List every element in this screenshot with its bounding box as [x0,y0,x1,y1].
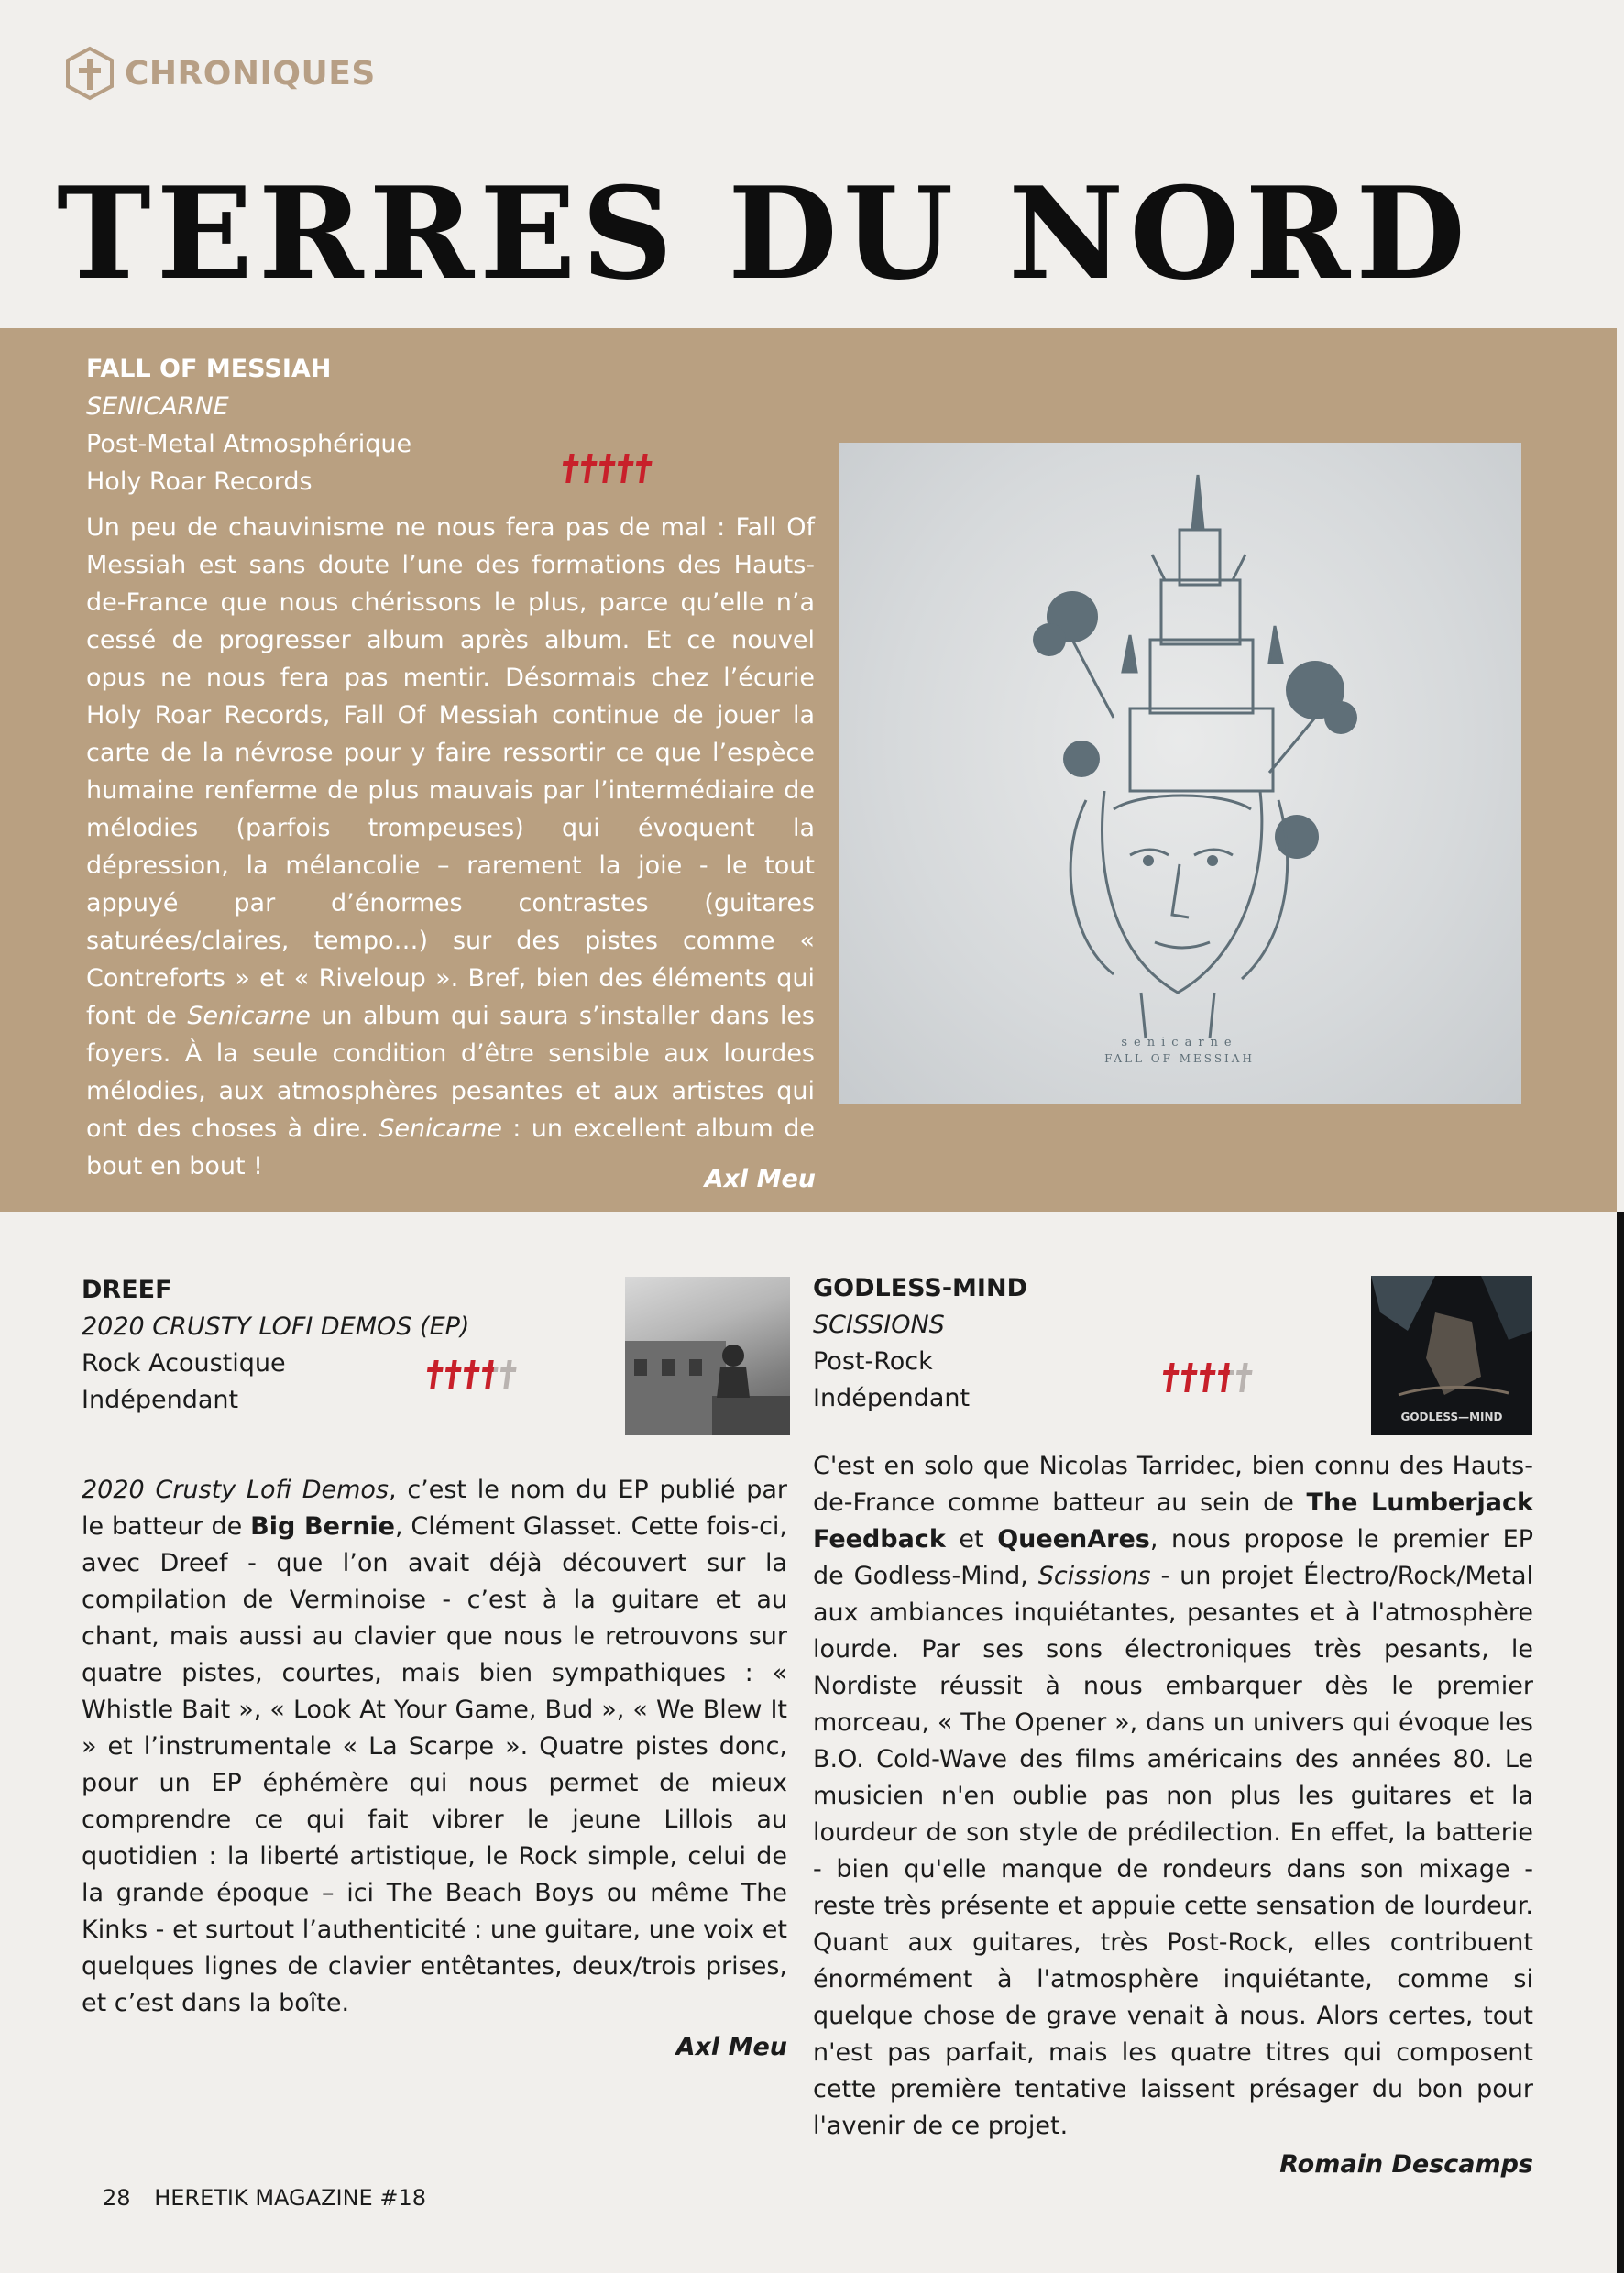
page-footer [103,2185,426,2211]
album-mention: Senicarne [379,1115,502,1143]
review-genre: Post-Rock [813,1347,933,1376]
cross-icon [1179,1363,1198,1392]
cross-icon [1161,1363,1180,1392]
cross-icon [443,1360,462,1389]
cross-icon [578,454,598,483]
cover-artwork [1371,1276,1532,1435]
review-signature: Romain Descamps [1279,2150,1533,2179]
magazine-name: HERETIK MAGAZINE #18 [154,2185,426,2211]
review-label: Holy Roar Records [86,467,313,496]
album-cover-dreef [625,1277,790,1435]
section-badge [62,46,376,101]
review-artist: GODLESS-MIND [813,1274,1027,1302]
cross-icon [498,1360,517,1389]
featured-review-meta [86,350,508,500]
review-artist: FALL OF MESSIAH [86,355,332,383]
rating-crosses [1161,1361,1253,1394]
review-signature: Axl Meu [675,2033,787,2061]
rating-graphic [561,452,653,485]
cover-illustration [839,443,1521,1104]
review-album: 2020 CRUSTY LOFI DEMOS (EP) [82,1312,470,1341]
page-title: TERRES DU NORD [57,159,1471,308]
cross-icon [633,454,653,483]
band-mention: The Lumberjack Feedback [813,1488,1533,1554]
cover-photo [625,1277,790,1435]
rating-graphic [1161,1361,1253,1394]
review-body [813,1448,1533,2183]
dreef-review-meta [82,1272,476,1419]
cover-band-text: FALL OF MESSIAH [1104,1052,1255,1065]
band-mention: QueenAres [997,1525,1150,1554]
cross-icon [479,1360,499,1389]
body-text: Un peu de chauvinisme ne nous fera pas de mal : Fall Of Messiah est sans doute l’une des formations des Hauts-de-France que nous chérissons le plus, parce qu’elle n’a cessé de progresser album après album. Et ce nouvel opus ne nous fera pas mentir. Désormais chez l’écurie Holy Roar Records, Fall Of Messiah continue de jouer la carte de la névrose pour y faire ressortir ce que l’espèce humaine renferme de plus mauvais par l’intermédiaire de mélodies (parfois trompeuses) qui évoquent la dépression, la mélancolie – rarement la joie - le tout appuyé par d’énormes contrastes (guitares saturées/claires, tempo…) sur des pistes comme « Contreforts » et « Riveloup ». Bref, bien des éléments qui font de [86,513,815,1030]
body-text: , Clément Glasset. Cette fois-ci, avec Dreef - que l’on avait déjà découvert sur la compilation de Verminoise - c’est à la guitare et au chant, mais aussi au clavier que nous le retrouvons sur quatre pistes, courtes, mais bien sympathiques : « Whistle Bait », « Look At Your Game, Bud », « We Blew It » et l’instrumentale « La Scarpe ». Quatre pistes donc, pour un EP éphémère qui nous permet de mieux comprendre ce qui fait vibrer le jeune Lillois au quotidien : la liberté artistique, le Rock simple, celui de la grande époque – ici The Beach Boys ou même The Kinks - et surtout l’authenticité : une guitare, une voix et quelques lignes de clavier entêtantes, deux/trois prises, et c’est dans la boîte. [82,1512,787,2017]
review-album: SCISSIONS [813,1311,945,1339]
review-label: Indépendant [813,1384,971,1412]
review-label: Indépendant [82,1386,239,1414]
body-text: - un projet Électro/Rock/Metal aux ambiances inquiétantes, pesantes et à l'atmosphère lourde. Par ses sons électroniques très pesants, le Nordiste réussit à nous embarquer dès le premier morceau, « The Opener », dans un univers qui évoque les B.O. Cold-Wave des films américains des années 80. Le musicien n'en oublie pas non plus les guitares et la lourdeur de son style de prédilection. En effet, la batterie - bien qu'elle manque de rondeurs dans son mixage - reste très présente et appuie cette sensation de lourdeur. Quant aux guitares, très Post-Rock, elles contribuent énormément à l'atmosphère inquiétante, comme si quelque chose de grave venait à nous. Alors certes, tout n'est pas parfait, mais les quatre titres qui composent cette première tentative laissent présager du bon pour l'avenir de ce projet. [813,1562,1533,2140]
section-label: CHRONIQUES [125,54,376,93]
godless-mind-review-meta [813,1270,1207,1417]
band-mention: Big Bernie [250,1512,395,1541]
cross-hexagon-icon [62,46,117,101]
review-genre: Post-Metal Atmosphérique [86,430,412,458]
review-body [86,509,815,1185]
body-text: : un excellent album de bout en bout ! [86,1115,816,1180]
review-artist: DREEF [82,1276,172,1304]
review-body [82,1472,787,2066]
cover-small-text: senicarne [1121,1036,1238,1049]
cross-icon [615,454,634,483]
body-text: et [945,1525,998,1554]
body-text: , c’est le nom du EP publié par le batteur de [82,1476,787,1541]
review-signature: Axl Meu [704,1165,816,1193]
album-cover-scissions [1371,1276,1532,1435]
cross-icon [1215,1363,1234,1392]
album-mention: 2020 Crusty Lofi Demos [82,1476,389,1504]
cross-icon [597,454,616,483]
rating-graphic [425,1358,517,1391]
album-mention: Senicarne [187,1002,311,1030]
rating-crosses [425,1358,517,1391]
rating-crosses [561,452,653,485]
review-album: SENICARNE [86,392,229,421]
body-text: un album qui saura s’installer dans les foyers. À la seule condition d’être sensible aux lourdes mélodies, aux atmosphères pesantes et aux artistes qui ont des choses à dire. [86,1002,815,1143]
cross-icon [1234,1363,1253,1392]
album-cover-senicarne [839,443,1521,1104]
cover-small-text: GODLESS—MIND [1400,1411,1503,1423]
cross-icon [425,1360,444,1389]
page-number: 28 [103,2185,131,2211]
album-mention: Scissions [1037,1562,1151,1590]
page-edge-bar [1617,1212,1624,2273]
body-text: C'est en solo que Nicolas Tarridec, bien connu des Hauts-de-France comme batteur au sein de [813,1452,1533,1517]
body-text: , nous propose le premier EP de Godless-Mind, [813,1525,1533,1590]
review-genre: Rock Acoustique [82,1349,286,1378]
cross-icon [1197,1363,1216,1392]
cross-icon [561,454,580,483]
cross-icon [461,1360,480,1389]
